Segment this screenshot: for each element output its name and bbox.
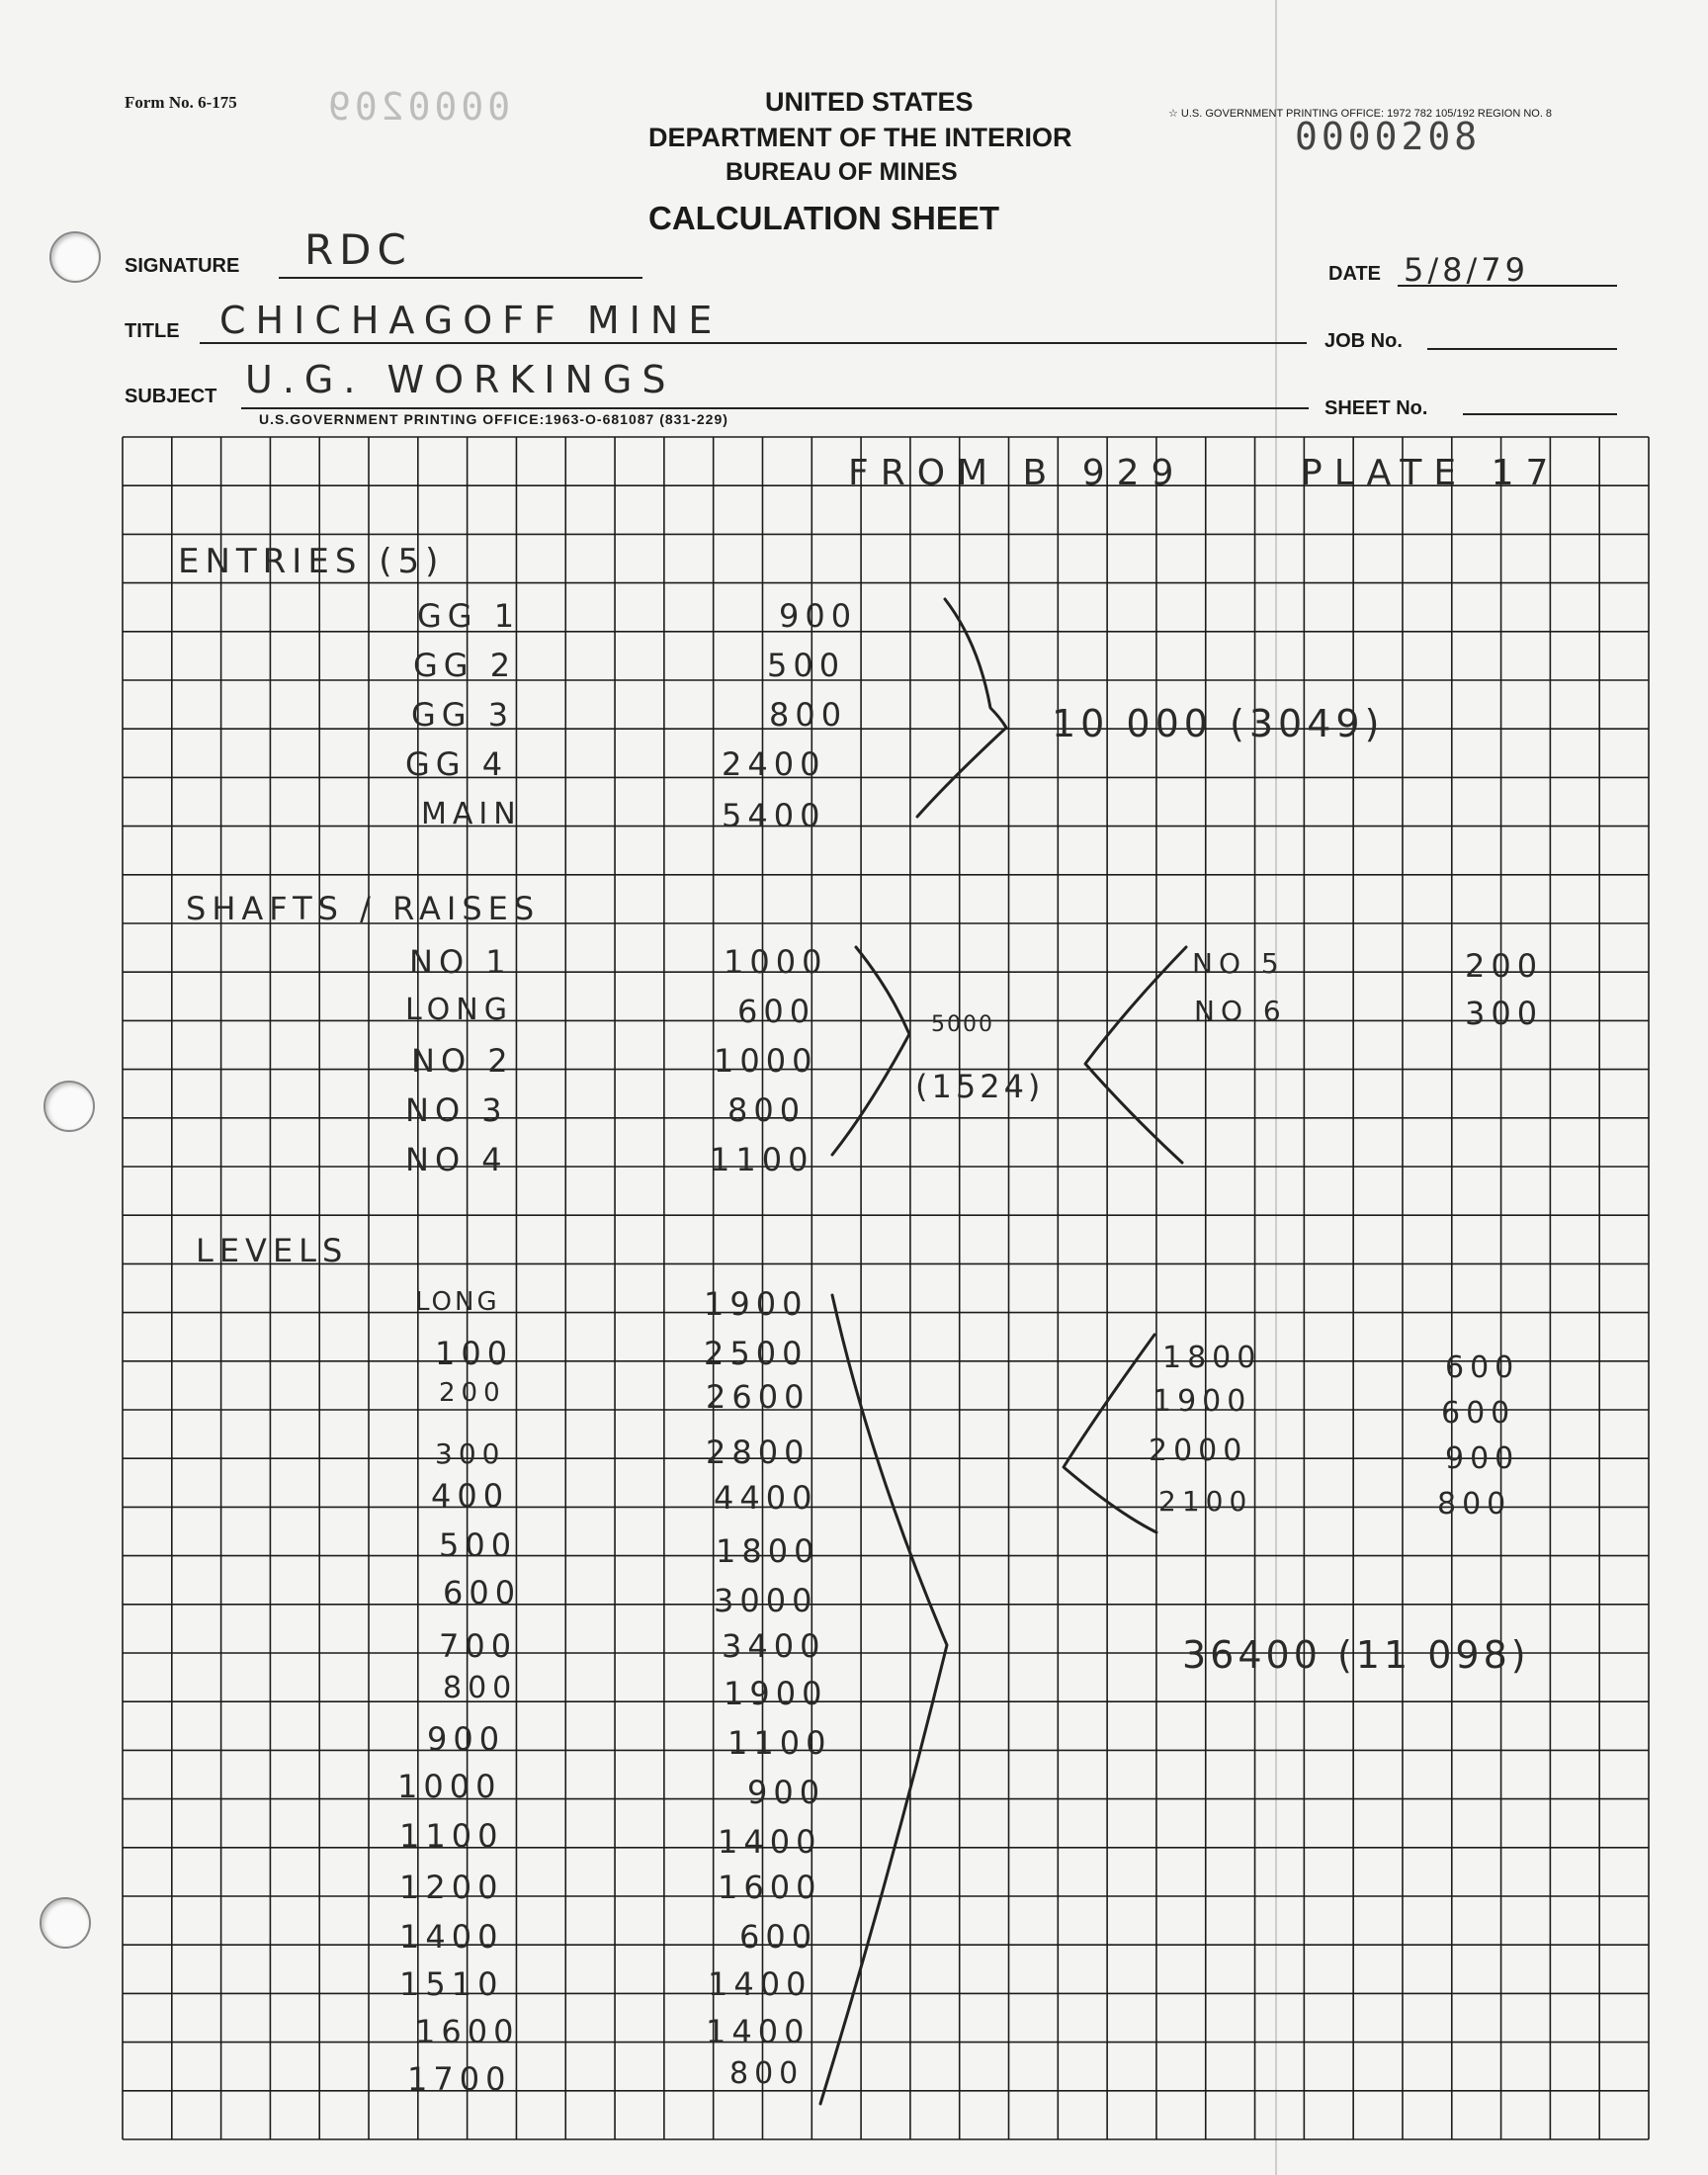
level-value: 900 bbox=[747, 1774, 826, 1811]
shaft-value: 600 bbox=[737, 993, 816, 1030]
page-title: CALCULATION SHEET bbox=[648, 200, 1000, 236]
level-value: 1400 bbox=[706, 2013, 811, 2050]
level-value: 1800 bbox=[716, 1532, 820, 1570]
shaft-name: NO 3 bbox=[405, 1091, 508, 1129]
shaft-extra-name: NO 5 bbox=[1192, 947, 1285, 980]
entry-name: GG 1 bbox=[417, 597, 521, 635]
shaft-extra-name: NO 6 bbox=[1194, 995, 1287, 1027]
level-name: 1700 bbox=[407, 2060, 512, 2098]
level-extra-name: 1800 bbox=[1162, 1341, 1262, 1375]
level-value: 1600 bbox=[718, 1869, 822, 1906]
entries-heading: ENTRIES (5) bbox=[178, 542, 445, 581]
shaft-name: NO 4 bbox=[405, 1141, 508, 1178]
shaft-name: LONG bbox=[405, 993, 513, 1027]
level-extra-value: 600 bbox=[1441, 1396, 1516, 1431]
date-value: 5/8/79 bbox=[1404, 251, 1529, 289]
level-name: 1000 bbox=[397, 1768, 502, 1805]
level-extra-name: 2000 bbox=[1149, 1434, 1248, 1468]
header-line-2: DEPARTMENT OF THE INTERIOR bbox=[648, 123, 1072, 152]
levels-total: 36400 (11 098) bbox=[1182, 1633, 1530, 1677]
signature-value: RDC bbox=[304, 225, 412, 274]
entries-total: 10 000 (3049) bbox=[1052, 702, 1385, 745]
shafts-bracket bbox=[832, 947, 909, 1155]
shafts-heading: SHAFTS / RAISES bbox=[186, 890, 541, 927]
level-name: 1600 bbox=[415, 2013, 520, 2050]
sheet-label: SHEET No. bbox=[1324, 397, 1428, 419]
level-value: 1900 bbox=[704, 1285, 809, 1323]
stamp-number-mirrored: 0000209 bbox=[324, 85, 511, 129]
level-value: 1100 bbox=[727, 1724, 832, 1762]
level-value: 2600 bbox=[706, 1378, 811, 1416]
shaft-name: NO 1 bbox=[409, 943, 512, 981]
level-name: 1510 bbox=[399, 1965, 504, 2003]
level-value: 800 bbox=[729, 2056, 805, 2091]
level-name: 900 bbox=[427, 1720, 506, 1758]
level-name: 100 bbox=[435, 1335, 514, 1372]
level-name: 1100 bbox=[399, 1817, 504, 1855]
level-value: 3000 bbox=[714, 1582, 818, 1619]
plate-note: PLATE 17 bbox=[1301, 453, 1561, 493]
shafts-extra-bracket bbox=[1085, 947, 1186, 1163]
entry-value: 800 bbox=[769, 696, 848, 734]
signature-label: SIGNATURE bbox=[125, 255, 240, 277]
header-line-3: BUREAU OF MINES bbox=[726, 158, 958, 186]
entry-name: GG 3 bbox=[411, 696, 515, 734]
level-extra-value: 800 bbox=[1437, 1487, 1512, 1522]
level-name: 500 bbox=[439, 1526, 518, 1564]
header-line-1: UNITED STATES bbox=[765, 87, 974, 117]
level-extra-value: 900 bbox=[1445, 1441, 1520, 1476]
level-name: 1400 bbox=[399, 1918, 504, 1956]
level-value: 1900 bbox=[724, 1675, 828, 1712]
level-name: 400 bbox=[431, 1477, 510, 1515]
levels-bracket bbox=[820, 1295, 947, 2104]
shaft-value: 1100 bbox=[710, 1141, 814, 1178]
entry-value: 900 bbox=[779, 597, 858, 635]
level-extra-name: 1900 bbox=[1153, 1384, 1252, 1419]
entry-name: GG 4 bbox=[405, 745, 509, 783]
title-value: CHICHAGOFF MINE bbox=[219, 299, 723, 342]
stamp-number: 0000208 bbox=[1295, 115, 1482, 158]
level-name: LONG bbox=[415, 1287, 500, 1317]
level-name: 600 bbox=[443, 1574, 522, 1611]
shaft-extra-value: 300 bbox=[1465, 995, 1544, 1032]
date-label: DATE bbox=[1328, 263, 1381, 285]
level-value: 2800 bbox=[706, 1434, 811, 1471]
level-value: 600 bbox=[739, 1918, 818, 1956]
level-name: 1200 bbox=[399, 1869, 504, 1906]
entry-name: MAIN bbox=[421, 797, 522, 831]
form-number: Form No. 6-175 bbox=[125, 93, 237, 112]
level-value: 4400 bbox=[714, 1479, 818, 1517]
shafts-total-metric: (1524) bbox=[915, 1068, 1045, 1105]
level-extra-value: 600 bbox=[1445, 1350, 1520, 1385]
level-name: 700 bbox=[439, 1627, 518, 1665]
entry-value: 5400 bbox=[722, 797, 826, 834]
shaft-value: 1000 bbox=[724, 943, 828, 981]
printing-office-note: U.S.GOVERNMENT PRINTING OFFICE:1963-O-681087 (831-229) bbox=[259, 411, 728, 427]
subject-value: U.G. WORKINGS bbox=[245, 358, 676, 401]
subject-label: SUBJECT bbox=[125, 386, 217, 407]
gpo-notice: ☆ U.S. GOVERNMENT PRINTING OFFICE: 1972 782 105/192 REGION NO. 8 bbox=[1168, 108, 1553, 120]
level-extra-name: 2100 bbox=[1158, 1485, 1253, 1518]
level-value: 2500 bbox=[704, 1335, 809, 1372]
shaft-value: 800 bbox=[727, 1091, 807, 1129]
job-label: JOB No. bbox=[1324, 330, 1403, 352]
levels-heading: LEVELS bbox=[196, 1232, 349, 1269]
shaft-extra-value: 200 bbox=[1465, 947, 1544, 985]
level-name: 300 bbox=[435, 1437, 506, 1470]
entry-name: GG 2 bbox=[413, 647, 517, 684]
source-note: FROM B 929 bbox=[848, 453, 1186, 493]
level-value: 1400 bbox=[718, 1823, 822, 1861]
shaft-value: 1000 bbox=[714, 1042, 818, 1080]
levels-extra-bracket bbox=[1064, 1335, 1156, 1532]
entry-value: 2400 bbox=[722, 745, 826, 783]
shaft-name: NO 2 bbox=[411, 1042, 514, 1080]
level-name: 200 bbox=[439, 1378, 506, 1408]
level-value: 3400 bbox=[722, 1627, 826, 1665]
entry-value: 500 bbox=[767, 647, 846, 684]
shafts-total: 5000 bbox=[931, 1012, 994, 1037]
level-name: 800 bbox=[443, 1671, 518, 1705]
title-label: TITLE bbox=[125, 320, 180, 342]
level-value: 1400 bbox=[708, 1965, 812, 2003]
